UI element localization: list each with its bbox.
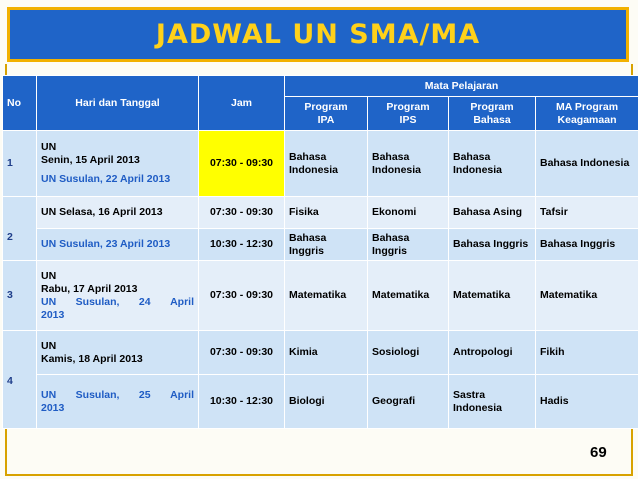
row-time: 07:30 - 09:30 bbox=[199, 197, 285, 229]
row-subject-ips: Matematika bbox=[368, 261, 449, 331]
row-time: 07:30 - 09:30 bbox=[199, 131, 285, 197]
row-subject-agama: Matematika bbox=[536, 261, 638, 331]
col-header-jam: Jam bbox=[199, 76, 285, 131]
page-number: 69 bbox=[590, 444, 607, 461]
col-header-hari: Hari dan Tanggal bbox=[37, 76, 199, 131]
col-header-agama-line1: MA Program bbox=[556, 100, 619, 113]
table-row bbox=[3, 331, 638, 375]
row-subject-ips: Geografi bbox=[368, 375, 449, 429]
col-header-ips-line2: IPS bbox=[399, 113, 417, 126]
row-date: UN Selasa, 16 April 2013 bbox=[37, 197, 199, 229]
susulan-word: 25 bbox=[138, 388, 151, 401]
row-date bbox=[37, 375, 199, 429]
row-date-line: UN bbox=[41, 269, 57, 282]
row-time: 07:30 - 09:30 bbox=[199, 261, 285, 331]
row-date bbox=[37, 331, 199, 375]
col-header-agama bbox=[536, 97, 638, 131]
susulan-word: April bbox=[170, 295, 194, 308]
row-subject-bahasa: Sastra Indonesia bbox=[449, 375, 536, 429]
col-header-bahasa-line2: Bahasa bbox=[473, 113, 511, 126]
row-subject-bahasa: Bahasa Inggris bbox=[449, 229, 536, 261]
row-subject-agama: Fikih bbox=[536, 331, 638, 375]
row-time: 10:30 - 12:30 bbox=[199, 375, 285, 429]
col-header-bahasa-line1: Program bbox=[470, 100, 514, 113]
table-row bbox=[3, 375, 638, 429]
row-date bbox=[37, 131, 199, 197]
row-subject-ips: Bahasa Indonesia bbox=[368, 131, 449, 197]
row-date-line: UN bbox=[41, 339, 57, 352]
row-time: 07:30 - 09:30 bbox=[199, 331, 285, 375]
col-header-ips bbox=[368, 97, 449, 131]
title-banner bbox=[7, 7, 629, 62]
row-subject-ipa: Biologi bbox=[285, 375, 368, 429]
susulan-word: 24 bbox=[138, 295, 151, 308]
row-subject-ipa: Matematika bbox=[285, 261, 368, 331]
row-date bbox=[37, 261, 199, 331]
table-row bbox=[3, 261, 638, 331]
row-subject-agama: Hadis bbox=[536, 375, 638, 429]
header-row-1 bbox=[3, 76, 638, 97]
row-date-line: Kamis, 18 April 2013 bbox=[41, 352, 143, 365]
row-date-line: Rabu, 17 April 2013 bbox=[41, 282, 138, 295]
row-time: 10:30 - 12:30 bbox=[199, 229, 285, 261]
row-number: 2 bbox=[3, 197, 37, 261]
row-subject-agama: Bahasa Inggris bbox=[536, 229, 638, 261]
row-date-susulan bbox=[41, 296, 194, 309]
row-date-susulan: UN Susulan, 22 April 2013 bbox=[41, 173, 171, 185]
susulan-word: UN bbox=[41, 295, 57, 308]
susulan-word: Susulan, bbox=[75, 388, 120, 401]
col-header-no: No bbox=[3, 76, 37, 131]
page-title: JADWAL UN SMA/MA bbox=[155, 19, 481, 50]
row-date-susulan-year: 2013 bbox=[41, 401, 65, 414]
col-header-ipa-line1: Program bbox=[304, 100, 348, 113]
table-row bbox=[3, 229, 638, 261]
col-header-ipa-line2: IPA bbox=[317, 113, 335, 126]
row-date-susulan bbox=[41, 389, 194, 402]
col-header-mapel: Mata Pelajaran bbox=[285, 76, 638, 97]
susulan-word: UN bbox=[41, 388, 57, 401]
row-subject-ips: Bahasa Inggris bbox=[368, 229, 449, 261]
row-number: 3 bbox=[3, 261, 37, 331]
row-subject-bahasa: Bahasa Indonesia bbox=[449, 131, 536, 197]
row-number: 4 bbox=[3, 331, 37, 429]
row-subject-bahasa: Antropologi bbox=[449, 331, 536, 375]
schedule-table bbox=[2, 75, 638, 429]
frame-bottom-border bbox=[5, 474, 633, 476]
row-subject-ips: Sosiologi bbox=[368, 331, 449, 375]
col-header-bahasa bbox=[449, 97, 536, 131]
row-date-susulan: UN Susulan, 23 April 2013 bbox=[37, 229, 199, 261]
row-subject-agama: Tafsir bbox=[536, 197, 638, 229]
row-subject-bahasa: Matematika bbox=[449, 261, 536, 331]
row-date-susulan-year: 2013 bbox=[41, 308, 65, 321]
row-subject-bahasa: Bahasa Asing bbox=[449, 197, 536, 229]
row-subject-agama: Bahasa Indonesia bbox=[536, 131, 638, 197]
row-date-line: UN bbox=[41, 141, 57, 153]
row-number: 1 bbox=[3, 131, 37, 197]
table-row bbox=[3, 197, 638, 229]
row-subject-ipa: Bahasa Inggris bbox=[285, 229, 368, 261]
table-row bbox=[3, 131, 638, 197]
row-subject-ipa: Fisika bbox=[285, 197, 368, 229]
susulan-word: April bbox=[170, 388, 194, 401]
row-date-line: Senin, 15 April 2013 bbox=[41, 154, 140, 166]
row-subject-ips: Ekonomi bbox=[368, 197, 449, 229]
row-subject-ipa: Kimia bbox=[285, 331, 368, 375]
col-header-ips-line1: Program bbox=[386, 100, 430, 113]
col-header-agama-line2: Keagamaan bbox=[557, 113, 617, 126]
row-subject-ipa: Bahasa Indonesia bbox=[285, 131, 368, 197]
susulan-word: Susulan, bbox=[75, 295, 120, 308]
col-header-ipa bbox=[285, 97, 368, 131]
